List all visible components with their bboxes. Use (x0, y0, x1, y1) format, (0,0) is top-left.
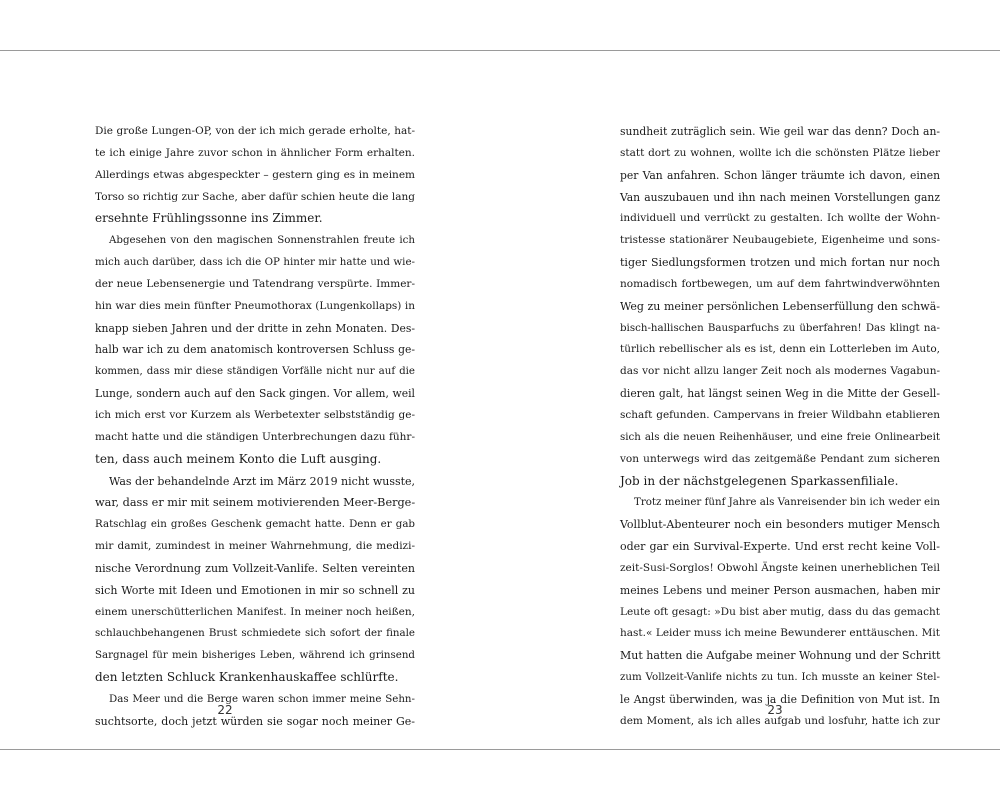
text-line: schlauchbehangenen Brust schmiedete sich sofort der finale (95, 627, 415, 640)
text-line: einem unerschütterlichen Manifest. In meiner noch heißen, (95, 605, 415, 618)
text-line: mich auch darüber, dass ich die OP hinter mir hatte und wie- (95, 256, 415, 269)
text-line: sich Worte mit Ideen und Emotionen in mir so schnell zu (95, 583, 415, 597)
text-line: dem Moment, als ich alles aufgab und losfuhr, hatte ich zur (620, 714, 940, 727)
text-line: nische Verordnung zum Vollzeit-Vanlife. Selten vereinten (95, 561, 415, 575)
text-line: Leute oft gesagt: »Du bist aber mutig, dass du das gemacht (620, 605, 940, 618)
text-line: Mut hatten die Aufgabe meiner Wohnung und der Schritt (620, 649, 941, 663)
text-line: sich als die neuen Reihenhäuser, und eine freie Onlinearbeit (620, 430, 940, 443)
text-line: von unterwegs wird das zeitgemäße Pendant zum sicheren (620, 452, 940, 465)
left-page-number: 22 (217, 703, 233, 717)
text-line: hast.« Leider muss ich meine Bewunderer enttäuschen. Mit (620, 627, 940, 640)
text-line: ersehnte Frühlingssonne ins Zimmer. (95, 211, 323, 226)
text-line: Lunge, sondern auch auf den Sack gingen. Vor allem, weil (95, 387, 415, 401)
left-page-text (95, 121, 415, 733)
text-line: dieren galt, hat längst seinen Weg in die Mitte der Gesell- (620, 387, 940, 401)
right-page-text (620, 121, 940, 733)
text-line: ten, dass auch meinem Konto die Luft ausging. (95, 451, 382, 466)
left-page (0, 51, 500, 751)
text-line: statt dort zu wohnen, wollte ich die schönsten Plätze lieber (620, 146, 940, 159)
text-line: nomadisch fortbewegen, um auf dem fahrtwindverwöhnten (620, 277, 940, 290)
text-line: Job in der nächstgelegenen Sparkassenfiliale. (620, 473, 899, 488)
text-line: halb war ich zu dem anatomisch kontroversen Schluss ge- (95, 343, 415, 357)
text-line: kommen, dass mir diese ständigen Vorfälle nicht nur auf die (95, 365, 415, 378)
text-line: individuell und verrückt zu gestalten. Ich wollte der Wohn- (620, 212, 940, 225)
text-line: Was der behandelnde Arzt im März 2019 nicht wusste, (109, 474, 416, 488)
text-line: türlich rebellischer als es ist, denn ein Lotterleben im Auto, (620, 343, 940, 356)
text-line: zum Vollzeit-Vanlife nichts zu tun. Ich musste an keiner Stel- (620, 671, 940, 684)
text-line: Vollblut-Abenteurer noch ein besonders mutiger Mensch (620, 518, 940, 532)
text-line: tristesse stationärer Neubaugebiete, Eigenheime und sons- (620, 234, 940, 247)
text-line: meines Lebens und meiner Person ausmachen, haben mir (620, 583, 940, 597)
text-line: Das Meer und die Berge waren schon immer meine Sehn- (109, 692, 415, 705)
text-line: tiger Siedlungsformen trotzen und mich fortan nur noch (620, 256, 940, 270)
text-line: schaft gefunden. Campervans in freier Wildbahn etablieren (620, 408, 940, 421)
text-line: hin war dies mein fünfter Pneumothorax (Lungenkollaps) in (95, 299, 415, 312)
text-line: Allerdings etwas abgespeckter – gestern ging es in meinem (95, 168, 415, 181)
text-line: suchtsorte, doch jetzt würden sie sogar noch meiner Ge- (95, 714, 415, 728)
text-line: oder gar ein Survival-Experte. Und erst recht keine Voll- (620, 540, 940, 554)
text-line: Weg zu meiner persönlichen Lebenserfüllung den schwä- (620, 299, 940, 313)
text-line: le Angst überwinden, was ja die Definition von Mut ist. In (620, 692, 940, 706)
text-line: Trotz meiner fünf Jahre als Vanreisender bin ich weder ein (634, 496, 940, 509)
text-line: ich mich erst vor Kurzem als Werbetexter selbstständig ge- (95, 408, 415, 421)
text-line: Van auszubauen und ihn nach meinen Vorstellungen ganz (620, 190, 940, 204)
text-line: Torso so richtig zur Sache, aber dafür schien heute die lang (95, 190, 415, 203)
text-line: per Van anfahren. Schon länger träumte ich davon, einen (620, 168, 940, 182)
text-line: war, dass er mir mit seinem motivierenden Meer-Berge- (95, 496, 416, 510)
text-line: te ich einige Jahre zuvor schon in ähnlicher Form erhalten. (95, 146, 415, 159)
text-line: Abgesehen von den magischen Sonnenstrahlen freute ich (109, 234, 415, 247)
text-line: Sargnagel für mein bisheriges Leben, während ich grinsend (95, 649, 415, 662)
text-line: das vor nicht allzu langer Zeit noch als modernes Vagabun- (620, 365, 940, 378)
text-line: Ratschlag ein großes Geschenk gemacht hatte. Denn er gab (95, 518, 415, 531)
text-line: mir damit, zumindest in meiner Wahrnehmung, die medizi- (95, 540, 415, 553)
text-line: Die große Lungen-OP, von der ich mich gerade erholte, hat- (95, 125, 415, 137)
text-line: zeit-Susi-Sorglos! Obwohl Ängste keinen unerheblichen Teil (620, 561, 940, 574)
text-line: sundheit zuträglich sein. Wie geil war das denn? Doch an- (620, 125, 940, 138)
text-line: der neue Lebensenergie und Tatendrang verspürte. Immer- (95, 277, 415, 290)
text-line: bisch-hallischen Bausparfuchs zu überfahren! Das klingt na- (620, 321, 940, 334)
book-spread (0, 50, 1000, 750)
text-line: den letzten Schluck Krankenhauskaffee schlürfte. (95, 670, 399, 685)
right-page-number: 23 (767, 703, 783, 717)
text-line: knapp sieben Jahren und der dritte in zehn Monaten. Des- (95, 321, 415, 335)
text-line: macht hatte und die ständigen Unterbrechungen dazu führ- (95, 430, 415, 443)
right-page (500, 51, 1000, 751)
